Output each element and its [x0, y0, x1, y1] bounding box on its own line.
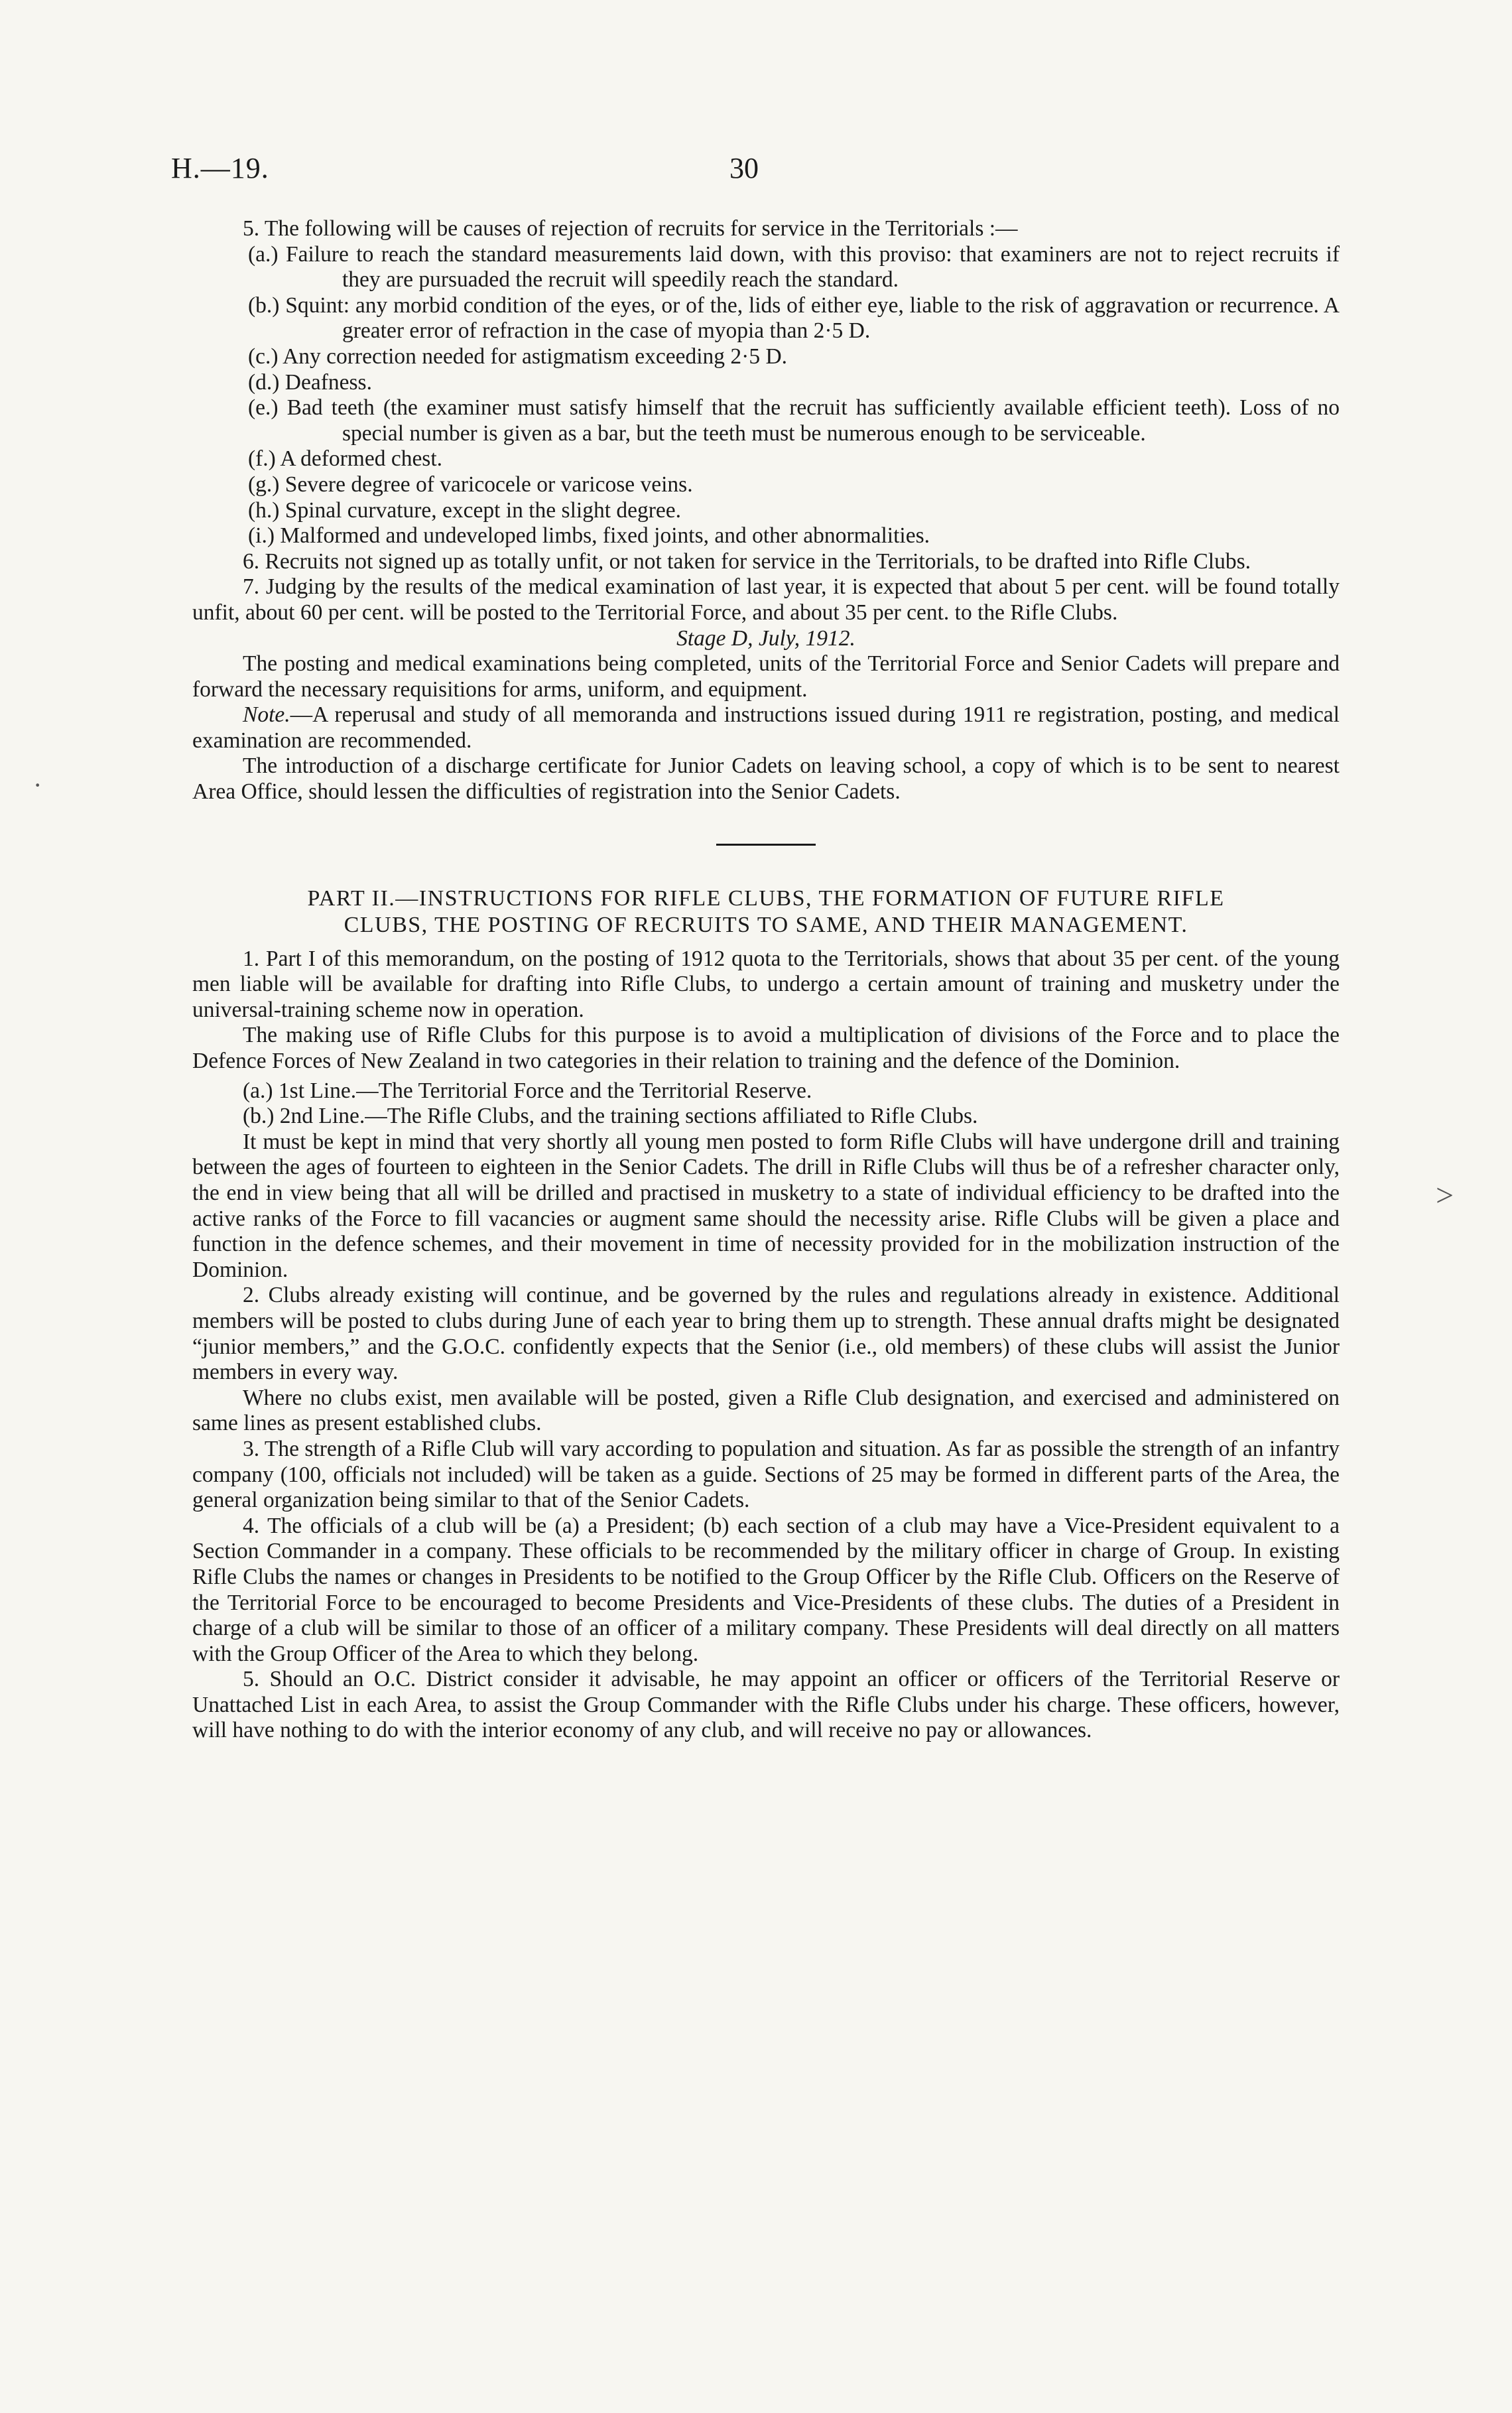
part-2-paragraph-2b: Where no clubs exist, men available will be posted, given a Rifle Club designation, and exercised and administered on same lines as present established clubs. [192, 1385, 1340, 1436]
part-2-paragraph-5: 5. Should an O.C. District consider it advisable, he may appoint an officer or officers of the Territorial Reserve or Unattached List in each Area, to assist the Group Commander with the Rifle Clubs under his charge. These officers, however, will have nothing to do with the interior economy of any club, and will receive no pay or allowances. [192, 1667, 1340, 1743]
stage-heading: Stage D, July, 1912. [676, 625, 855, 651]
part-2-title [192, 885, 1340, 939]
list-item-i: (i.) Malformed and undeveloped limbs, fixed joints, and other abnormalities. [248, 523, 930, 549]
paragraph-6: 6. Recruits not signed up as totally unfit, or not taken for service in the Territorials, to be drafted into Rifle Clubs. [243, 549, 1251, 574]
margin-mark: · [33, 770, 42, 800]
list-item-g: (g.) Severe degree of varicocele or varicose veins. [248, 472, 693, 497]
list-item-e: (e.) Bad teeth (the examiner must satisfy himself that the recruit has sufficiently available efficient teeth). Loss of no special number is given as a bar, but the teeth must be numerous enough to be serviceable. [248, 395, 1340, 446]
line-item-b: (b.) 2nd Line.—The Rifle Clubs, and the training sections affiliated to Rifle Clubs. [243, 1104, 978, 1129]
list-item-c: (c.) Any correction needed for astigmatism exceeding 2·5 D. [248, 344, 788, 369]
paragraph-5: 5. The following will be causes of rejection of recruits for service in the Territorials :— [243, 216, 1018, 241]
document-body [192, 216, 1340, 1744]
list-item-d: (d.) Deafness. [248, 369, 372, 395]
margin-tick-mark: > [1436, 1178, 1454, 1213]
list-item-f: (f.) A deformed chest. [248, 446, 443, 472]
note-label: Note. [243, 702, 290, 728]
list-item-b: (b.) Squint: any morbid condition of the eyes, or of the, lids of either eye, liable to the risk of aggravation or recurrence. A greater error of refraction in the case of myopia than 2·5 D. [248, 293, 1340, 344]
paragraph-7: 7. Judging by the results of the medical examination of last year, it is expected that about 5 per cent. will be found totally unfit, about 60 per cent. will be posted to the Territorial Force, and about 35 per cent. to the Rifle Clubs. [192, 574, 1340, 625]
part-2-title-line-1: PART II.—INSTRUCTIONS FOR RIFLE CLUBS, THE FORMATION OF FUTURE RIFLE [307, 885, 1225, 911]
part-2-paragraph-1b: The making use of Rifle Clubs for this purpose is to avoid a multiplication of divisions of the Force and to place the Defence Forces of New Zealand in two categories in their relation to training and the defence of the Dominion. [192, 1023, 1340, 1074]
page-number: 30 [729, 152, 759, 184]
part-2-paragraph-2: 2. Clubs already existing will continue, and be governed by the rules and regulations already in existence. Additional members will be posted to clubs during June of each year to bring them up to strength. These annual drafts might be designated “junior members,” and the G.O.C. confidently expects that the Senior (i.e., old members) of these clubs will assist the Junior members in every way. [192, 1283, 1340, 1385]
discharge-paragraph: The introduction of a discharge certificate for Junior Cadets on leaving school, a copy of which is to be sent to nearest Area Office, should lessen the difficulties of registration into the Senior Cadets. [192, 753, 1340, 805]
posting-paragraph: The posting and medical examinations being completed, units of the Territorial Force and Senior Cadets will prepare and forward the necessary requisitions for arms, uniform, and equipment. [192, 651, 1340, 702]
list-item-a: (a.) Failure to reach the standard measurements laid down, with this proviso: that examiners are not to reject recruits if they are pursuaded the recruit will speedily reach the standard. [248, 241, 1340, 293]
line-item-a: (a.) 1st Line.—The Territorial Force and the Territorial Reserve. [243, 1078, 812, 1103]
document-reference: H.—19. [171, 152, 269, 184]
part-2-paragraph-1c: It must be kept in mind that very shortly all young men posted to form Rifle Clubs will have undergone drill and training between the ages of fourteen to eighteen in the Senior Cadets. The drill in Rifle Clubs will thus be of a refresher character only, the end in view being that all will be drilled and practised in musketry to a state of individual efficiency to be drafted into the active ranks of the Force to fill vacancies or augment same should the necessity arise. Rifle Clubs will be given a place and function in the defence schemes, and their movement in time of necessity provided for in the mobilization instruction of the Dominion. [192, 1129, 1340, 1282]
part-2-paragraph-3: 3. The strength of a Rifle Club will vary according to population and situation. As far as possible the strength of an infantry company (100, officials not included) will be taken as a guide. Sections of 25 may be formed in different parts of the Area, the general organization being similar to that of the Senior Cadets. [192, 1436, 1340, 1513]
part-2-paragraph-1: 1. Part I of this memorandum, on the posting of 1912 quota to the Territorials, shows that about 35 per cent. of the young men liable will be available for drafting into Rifle Clubs, to undergo a certain amount of training and musketry under the universal-training scheme now in operation. [192, 946, 1340, 1022]
section-divider [716, 844, 816, 846]
list-item-h: (h.) Spinal curvature, except in the slight degree. [248, 497, 682, 523]
note-text: —A reperusal and study of all memoranda and instructions issued during 1911 re registration, posting, and medical examination are recommended. [192, 702, 1340, 753]
part-2-paragraph-4: 4. The officials of a club will be (a) a President; (b) each section of a club may have a Vice-President equivalent to a Section Commander in a company. These officials to be recommended by the military officer in charge of Group. In existing Rifle Clubs the names or changes in Presidents to be notified to the Group Officer by the Rifle Club. Officers on the Reserve of the Territorial Force to be encouraged to become Presidents and Vice-Presidents of these clubs. The duties of a President in charge of a club will be similar to those of an officer of a military company. These Presidents will deal directly on all matters with the Group Officer of the Area to which they belong. [192, 1513, 1340, 1666]
part-2-title-line-2: CLUBS, THE POSTING OF RECRUITS TO SAME, AND THEIR MANAGEMENT. [344, 912, 1188, 937]
note-paragraph [192, 702, 1340, 753]
